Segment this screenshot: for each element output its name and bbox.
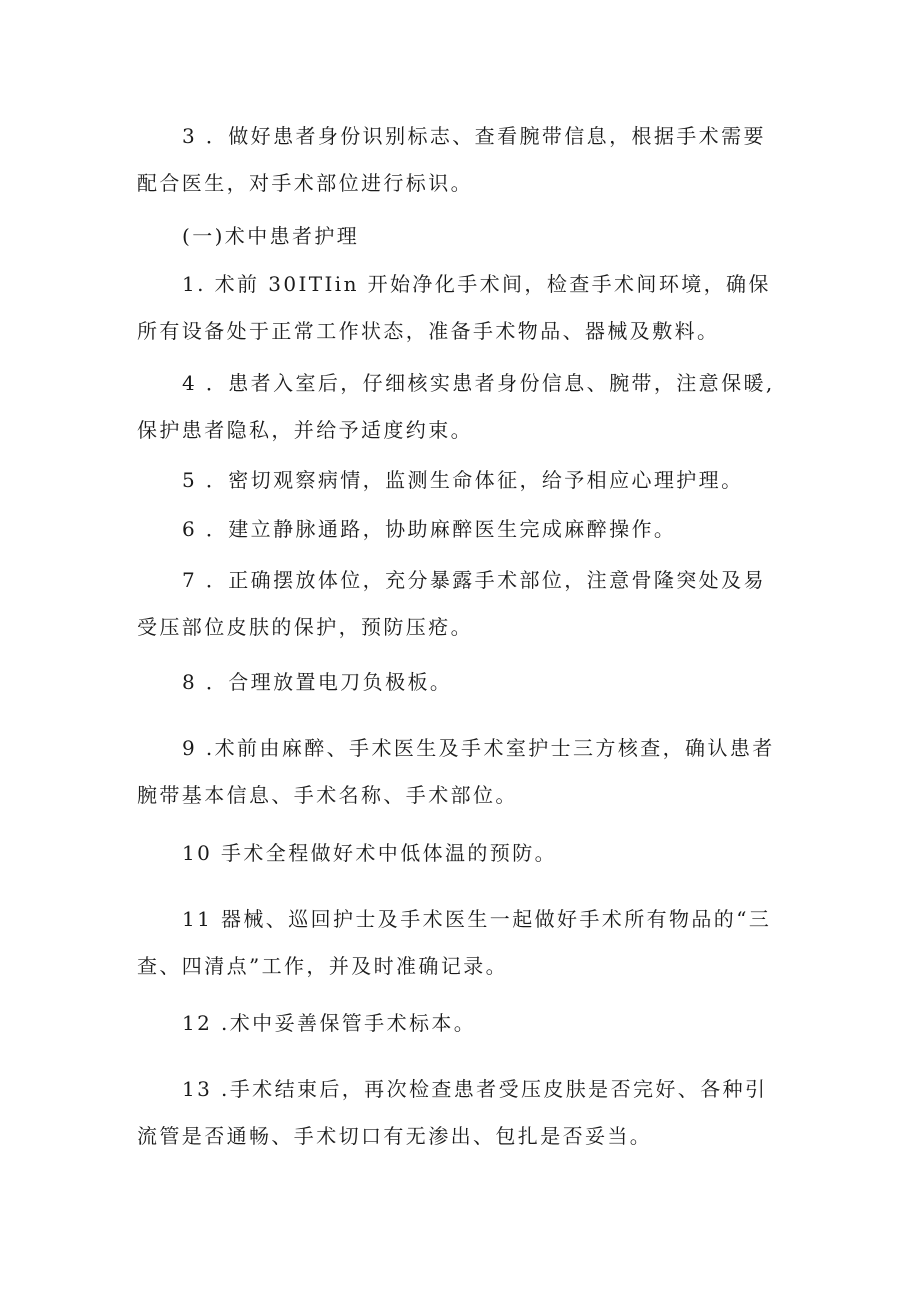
section-heading-intraoperative-care: (一)术中患者护理: [182, 224, 360, 248]
paragraph-item-12: 12 .术中妥善保管手术标本。: [182, 1011, 477, 1035]
paragraph-item-7: 7 ．正确摆放体位，充分暴露手术部位，注意骨隆突处及易受压部位皮肤的保护，预防压疮。: [137, 568, 766, 639]
paragraph-item-1: 1. 术前 30ITIin 开始净化手术间，检查手术间环境，确保所有设备处于正常工作状态，准备手术物品、器械及敷料。: [137, 272, 771, 343]
paragraph-item-13: 13 .手术结束后，再次检查患者受压皮肤是否完好、各种引流管是否通畅、手术切口有无渗出、包扎是否妥当。: [137, 1077, 768, 1148]
paragraph-item-6: 6 ．建立静脉通路，协助麻醉医生完成麻醉操作。: [182, 517, 677, 541]
paragraph-item-4: 4 ．患者入室后，仔细核实患者身份信息、腕带，注意保暖,保护患者隐私，并给予适度约束。: [137, 371, 775, 442]
paragraph-item-5: 5 ．密切观察病情，监测生命体征，给予相应心理护理。: [182, 468, 744, 492]
paragraph-item-8: 8 ．合理放置电刀负极板。: [182, 670, 453, 694]
paragraph-item-10: 10 手术全程做好术中低体温的预防。: [182, 841, 558, 865]
paragraph-item-11: 11 器械、巡回护士及手术医生一起做好手术所有物品的“三查、四清点”工作，并及时准确记录。: [137, 907, 772, 978]
paragraph-item-3: 3 ．做好患者身份识别标志、查看腕带信息，根据手术需要配合医生，对手术部位进行标识。: [137, 124, 766, 195]
paragraph-item-9: 9 .术前由麻醉、手术医生及手术室护士三方核查，确认患者腕带基本信息、手术名称、手术部位。: [137, 736, 775, 807]
